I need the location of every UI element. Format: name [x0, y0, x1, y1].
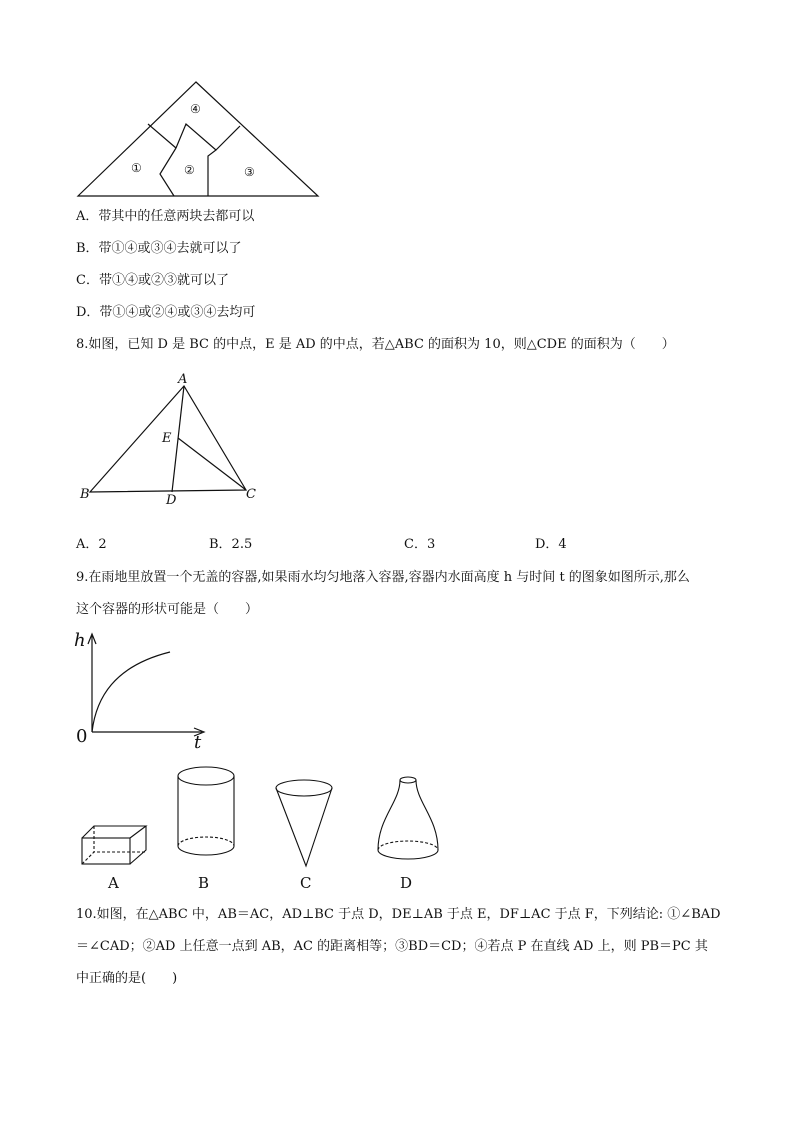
q7-option-b: B．带①④或③④去就可以了: [76, 241, 242, 256]
q10-stem-line-3: 中正确的是( ): [76, 971, 178, 986]
h-t-curve: [92, 652, 170, 732]
q10-stem-line-2: ＝∠CAD；②AD 上任意一点到 AB，AC 的距离相等；③BD＝CD；④若点 P 在直线 AD 上，则 PB＝PC 其: [76, 939, 708, 954]
shape-label-c: C: [300, 874, 312, 892]
q8-label-b: B: [80, 487, 90, 502]
q8-option-d: D．4: [535, 537, 567, 552]
q7-label-3: ③: [244, 165, 255, 179]
q7-label-4: ④: [190, 102, 201, 116]
q7-label-1: ①: [131, 161, 142, 175]
q8-triangle-figure: [76, 370, 266, 510]
q8-option-c: C．3: [404, 537, 436, 552]
q7-option-c: C．带①④或②③就可以了: [76, 273, 229, 288]
q8-label-c: C: [246, 487, 256, 502]
shape-a-box: [82, 826, 146, 864]
shape-d-flask: [378, 777, 438, 859]
q7-label-2: ②: [184, 163, 195, 177]
q8-label-d: D: [166, 493, 177, 508]
segment-ec: [178, 438, 246, 490]
shape-label-b: B: [198, 874, 210, 892]
graph-origin-label: 0: [76, 726, 88, 747]
shape-b-cylinder: [178, 767, 234, 855]
q8-label-a: A: [178, 372, 188, 387]
q8-stem: 8.如图，已知 D 是 BC 的中点，E 是 AD 的中点，若△ABC 的面积为 10，则△CDE 的面积为（ ）: [76, 337, 675, 352]
shape-label-d: D: [400, 874, 413, 892]
q9-container-shapes: [76, 762, 456, 894]
shape-label-a: A: [108, 874, 119, 892]
q8-option-b: B．2.5: [209, 537, 253, 552]
graph-x-label: t: [194, 732, 202, 752]
q8-option-a: A．2: [76, 537, 107, 552]
q8-label-e: E: [162, 431, 172, 446]
q7-option-a: A．带其中的任意两块去都可以: [76, 209, 255, 224]
q9-h-t-graph: [74, 628, 214, 752]
shape-c-cone: [276, 780, 332, 866]
median-ad: [172, 386, 184, 492]
graph-y-label: h: [74, 630, 86, 651]
q7-triangle-figure: [76, 78, 324, 200]
q7-option-d: D．带①④或②④或③④去均可: [76, 305, 256, 320]
q10-stem-line-1: 10.如图，在△ABC 中，AB＝AC，AD⊥BC 于点 D，DE⊥AB 于点 E，DF⊥AC 于点 F，下列结论: ①∠BAD: [76, 907, 721, 922]
q9-stem-line-2: 这个容器的形状可能是（ ）: [76, 602, 259, 617]
q9-stem-line-1: 9.在雨地里放置一个无盖的容器,如果雨水均匀地落入容器,容器内水面高度 h 与时间 t 的图象如图所示,那么: [76, 570, 690, 585]
